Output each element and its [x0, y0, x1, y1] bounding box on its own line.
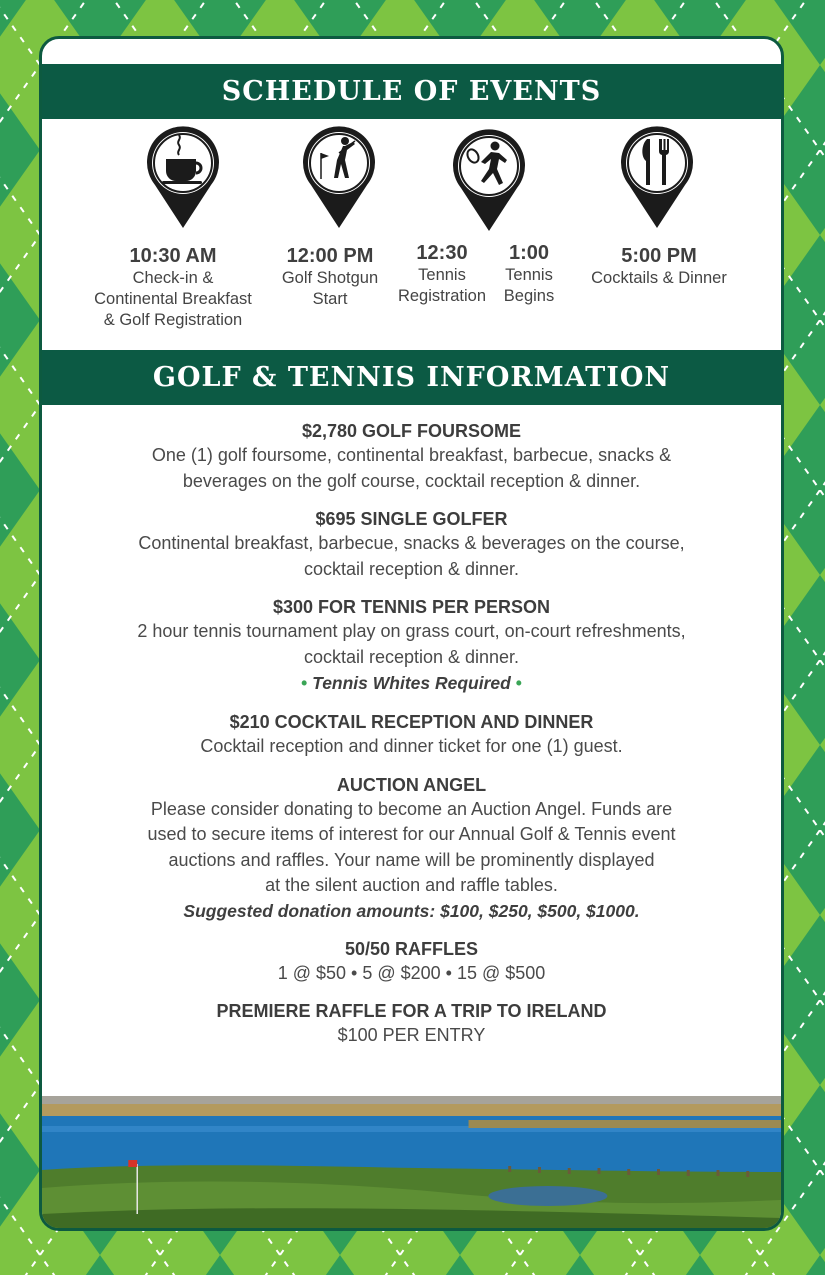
item-line: used to secure items of interest for our Annual Golf & Tennis event [147, 824, 676, 844]
item-heading: $2,780 GOLF FOURSOME [301, 421, 522, 441]
item-line: at the silent auction and raffle tables. [265, 875, 558, 895]
golf-foursome-item [42, 419, 781, 494]
event-desc: Tennis Registration [397, 266, 487, 305]
item-line: One (1) golf foursome, continental breakfast, barbecue, snacks & [151, 445, 672, 465]
event-tennis-begins [494, 242, 564, 307]
event-tennis-registration [390, 242, 494, 307]
item-heading: AUCTION ANGEL [336, 774, 487, 795]
item-heading: 50/50 RAFFLES [344, 938, 479, 959]
event-desc: Golf Shotgun Start [281, 269, 379, 308]
event-time: 5:00 PM [621, 245, 697, 267]
item-line: cocktail reception & dinner. [303, 646, 520, 667]
event-desc: Cocktails & Dinner [591, 269, 727, 287]
golfer-icon [299, 123, 379, 231]
coffee-cup-icon [143, 123, 223, 231]
item-line: beverages on the golf course, cocktail reception & dinner. [182, 470, 641, 491]
item-line: auctions and raffles. Your name will be prominently displayed [168, 849, 655, 870]
info-section [42, 419, 781, 1062]
item-line: Cocktail reception and dinner ticket for one (1) guest. [200, 736, 623, 756]
bullet: • [515, 673, 522, 693]
tennis-player-icon [449, 126, 529, 234]
item-heading: $210 COCKTAIL RECEPTION AND DINNER [229, 712, 594, 732]
event-cocktails [574, 245, 744, 289]
event-desc: Tennis Begins [503, 266, 555, 305]
single-golfer-item [42, 507, 781, 582]
premiere-raffle-item [42, 999, 781, 1049]
item-line: 1 @ $50 • 5 @ $200 • 15 @ $500 [277, 962, 546, 983]
auction-angel-item [42, 773, 781, 924]
tennis-whites-note [42, 670, 781, 697]
bullet: • [301, 673, 308, 693]
event-time: 12:30 [416, 242, 468, 264]
event-checkin [72, 245, 274, 331]
event-time: 1:00 [508, 242, 550, 264]
note-text: Tennis Whites Required [312, 673, 511, 693]
item-line: $100 PER ENTRY [337, 1025, 486, 1045]
golf-course-photo [42, 1096, 781, 1231]
event-card [39, 36, 784, 1231]
event-desc: Check-in & Continental Breakfast & Golf Registration [94, 269, 252, 329]
item-line: Please consider donating to become an Auction Angel. Funds are [150, 798, 673, 819]
item-heading: $695 SINGLE GOLFER [315, 509, 508, 529]
donation-note: Suggested donation amounts: $100, $250, $500, $1000. [183, 900, 640, 921]
fork-knife-icon [617, 123, 697, 231]
raffles-item [42, 937, 781, 987]
schedule-title: SCHEDULE OF EVENTS [42, 64, 781, 119]
cocktail-item [42, 710, 781, 760]
event-time: 12:00 PM [286, 245, 374, 267]
tennis-item [42, 595, 781, 697]
info-title: GOLF & TENNIS INFORMATION [42, 350, 781, 405]
item-line: 2 hour tennis tournament play on grass court, on-court refreshments, [137, 621, 686, 641]
item-line: Continental breakfast, barbecue, snacks & beverages on the course, [138, 533, 685, 553]
item-heading: PREMIERE RAFFLE FOR A TRIP TO IRELAND [216, 1001, 607, 1021]
event-golf-start [270, 245, 390, 310]
event-time: 10:30 AM [129, 245, 217, 267]
item-line: cocktail reception & dinner. [303, 558, 520, 579]
item-heading: $300 FOR TENNIS PER PERSON [272, 597, 551, 617]
